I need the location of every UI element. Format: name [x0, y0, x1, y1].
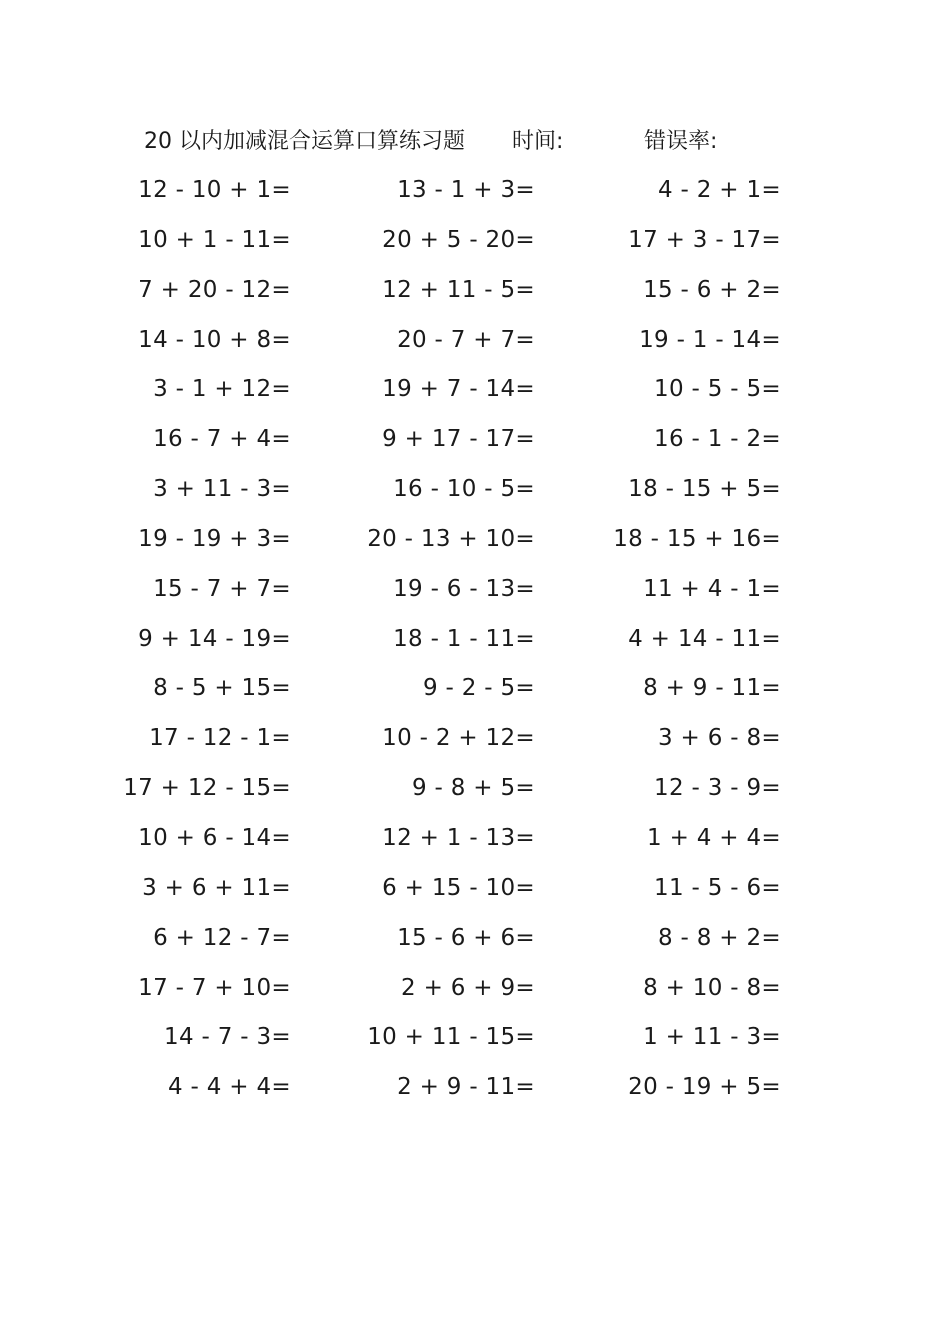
- arithmetic-problem: 6 + 12 - 7=: [153, 924, 291, 951]
- arithmetic-problem: 15 - 7 + 7=: [153, 575, 291, 602]
- problem-row: [0, 465, 950, 515]
- arithmetic-problem: 3 + 11 - 3=: [153, 476, 291, 503]
- arithmetic-problem: 1 + 4 + 4=: [647, 824, 781, 851]
- problem-row: [0, 1063, 950, 1113]
- problem-row: [0, 914, 950, 964]
- arithmetic-problem: 1 + 11 - 3=: [643, 1024, 781, 1051]
- error-rate-label: 错误率:: [644, 129, 718, 154]
- arithmetic-problem: 4 - 2 + 1=: [658, 177, 781, 203]
- problem-row: [0, 365, 950, 415]
- problem-row: [0, 515, 950, 565]
- arithmetic-problem: 9 + 17 - 17=: [382, 426, 535, 453]
- arithmetic-problem: 10 - 5 - 5=: [654, 376, 781, 403]
- problem-row: [0, 615, 950, 665]
- arithmetic-problem: 12 + 1 - 13=: [382, 824, 535, 851]
- arithmetic-problem: 10 + 6 - 14=: [138, 824, 291, 851]
- arithmetic-problem: 12 - 3 - 9=: [654, 775, 781, 802]
- arithmetic-problem: 2 + 9 - 11=: [397, 1074, 535, 1101]
- arithmetic-problem: 11 + 4 - 1=: [643, 575, 781, 602]
- arithmetic-problem: 16 - 1 - 2=: [654, 426, 781, 453]
- arithmetic-problem: 19 - 1 - 14=: [639, 326, 781, 353]
- arithmetic-problem: 19 - 6 - 13=: [393, 575, 535, 602]
- arithmetic-problem: 8 + 9 - 11=: [643, 675, 781, 702]
- arithmetic-problem: 10 + 11 - 15=: [367, 1024, 535, 1051]
- arithmetic-problem: 14 - 7 - 3=: [164, 1024, 291, 1051]
- arithmetic-problem: 18 - 15 + 16=: [613, 525, 781, 552]
- arithmetic-problem: 6 + 15 - 10=: [382, 874, 535, 901]
- problem-row: [0, 964, 950, 1014]
- arithmetic-problem: 7 + 20 - 12=: [138, 276, 291, 303]
- arithmetic-problem: 3 + 6 - 8=: [658, 725, 781, 752]
- problem-row: [0, 266, 950, 316]
- problem-row: [0, 216, 950, 266]
- arithmetic-problem: 20 - 7 + 7=: [397, 326, 535, 353]
- arithmetic-problem: 3 - 1 + 12=: [153, 376, 291, 403]
- arithmetic-problem: 17 - 7 + 10=: [138, 974, 291, 1001]
- problem-row: [0, 814, 950, 864]
- problem-row: [0, 664, 950, 714]
- worksheet-header: [144, 124, 764, 160]
- arithmetic-problem: 10 - 2 + 12=: [382, 725, 535, 752]
- arithmetic-problem: 20 + 5 - 20=: [382, 226, 535, 253]
- arithmetic-problem: 14 - 10 + 8=: [138, 326, 291, 353]
- arithmetic-problem: 19 + 7 - 14=: [382, 376, 535, 403]
- problem-row: [0, 565, 950, 615]
- arithmetic-problem: 18 - 1 - 11=: [393, 625, 535, 652]
- problem-row: [0, 864, 950, 914]
- problem-row: [0, 415, 950, 465]
- arithmetic-problem: 8 - 8 + 2=: [658, 924, 781, 951]
- arithmetic-problem: 9 + 14 - 19=: [138, 625, 291, 652]
- problem-row: [0, 166, 950, 216]
- arithmetic-problem: 13 - 1 + 3=: [397, 177, 535, 203]
- arithmetic-problem: 17 + 12 - 15=: [123, 775, 291, 802]
- arithmetic-problem: 17 - 12 - 1=: [149, 725, 291, 752]
- arithmetic-problem: 19 - 19 + 3=: [138, 525, 291, 552]
- problem-row: [0, 714, 950, 764]
- arithmetic-problem: 9 - 8 + 5=: [412, 775, 535, 802]
- arithmetic-problem: 15 - 6 + 6=: [397, 924, 535, 951]
- arithmetic-problem: 20 - 13 + 10=: [367, 525, 535, 552]
- arithmetic-problem: 16 - 7 + 4=: [153, 426, 291, 453]
- arithmetic-problem: 9 - 2 - 5=: [422, 675, 535, 702]
- time-label: 时间:: [512, 129, 564, 154]
- arithmetic-problem: 15 - 6 + 2=: [643, 276, 781, 303]
- arithmetic-problem: 8 + 10 - 8=: [643, 974, 781, 1001]
- arithmetic-problem: 18 - 15 + 5=: [628, 476, 781, 503]
- arithmetic-problem: 11 - 5 - 6=: [654, 874, 781, 901]
- arithmetic-problem: 20 - 19 + 5=: [628, 1074, 781, 1101]
- arithmetic-problem: 4 - 4 + 4=: [168, 1074, 291, 1101]
- arithmetic-problem: 8 - 5 + 15=: [153, 675, 291, 702]
- arithmetic-problem: 12 - 10 + 1=: [138, 177, 291, 203]
- arithmetic-problem: 10 + 1 - 11=: [138, 226, 291, 253]
- arithmetic-problem: 17 + 3 - 17=: [628, 226, 781, 253]
- problem-grid: [0, 166, 950, 1113]
- problem-row: [0, 316, 950, 366]
- arithmetic-problem: 4 + 14 - 11=: [628, 625, 781, 652]
- problem-row: [0, 1013, 950, 1063]
- arithmetic-problem: 16 - 10 - 5=: [393, 476, 535, 503]
- arithmetic-problem: 12 + 11 - 5=: [382, 276, 535, 303]
- worksheet-title: 20 以内加减混合运算口算练习题: [144, 129, 465, 154]
- problem-row: [0, 764, 950, 814]
- arithmetic-problem: 3 + 6 + 11=: [142, 874, 291, 901]
- arithmetic-problem: 2 + 6 + 9=: [401, 974, 535, 1001]
